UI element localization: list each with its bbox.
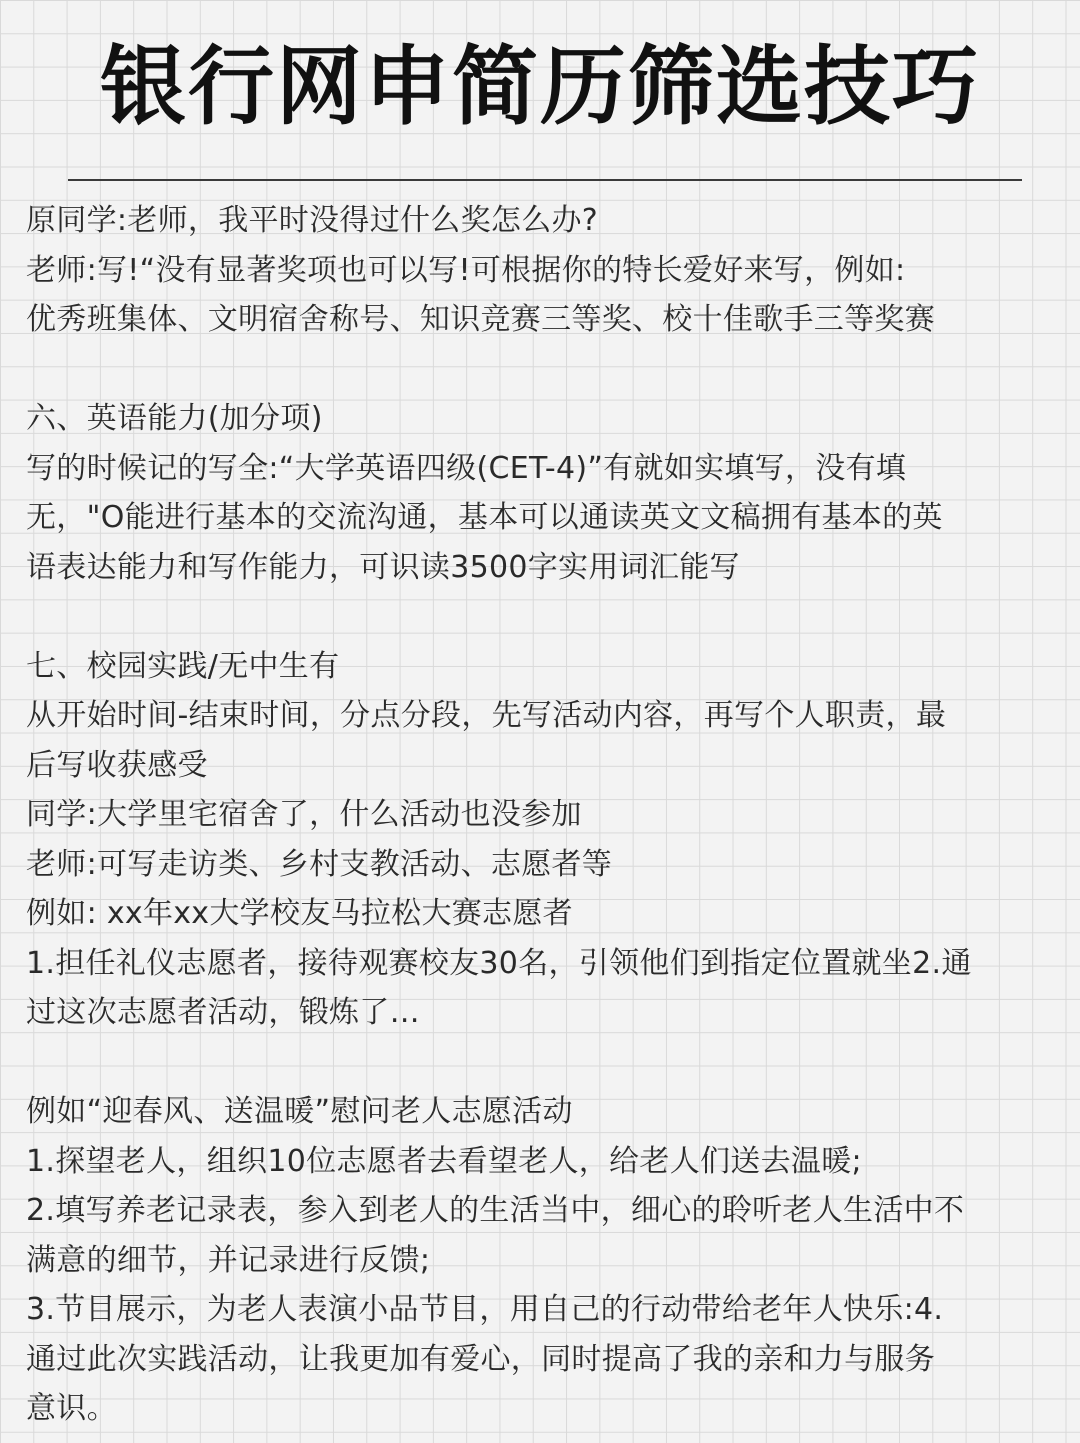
text-line: 后写收获感受 xyxy=(26,747,208,783)
text-line: 例如: xx年xx大学校友马拉松大赛志愿者 xyxy=(26,896,573,931)
text-line: 过这次志愿者活动，锻炼了… xyxy=(26,995,420,1030)
text-line: 同学:大学里宅宿舍了，什么活动也没参加 xyxy=(26,797,582,832)
paragraph-gap xyxy=(26,1038,1061,1088)
text-line: 老师:可写走访类、乡村支教活动、志愿者等 xyxy=(26,846,613,882)
text-line: 原同学:老师，我平时没得过什么奖怎么办? xyxy=(26,203,599,238)
text-line: 1.担任礼仪志愿者，接待观赛校友30名，引领他们到指定位置就坐2.通 xyxy=(26,945,972,981)
section-campus-practice xyxy=(26,642,1061,1038)
text-line: 通过此次实践活动，让我更加有爱心，同时提高了我的亲和力与服务 xyxy=(26,1341,935,1377)
article-body xyxy=(26,196,1061,1434)
title-divider xyxy=(68,179,1022,181)
text-line: 3.节目展示，为老人表演小品节目，用自己的行动带给老年人快乐:4. xyxy=(26,1292,944,1327)
section-heading: 七、校园实践/无中生有 xyxy=(26,648,340,684)
text-line: 例如“迎春风、送温暖”慰问老人志愿活动 xyxy=(26,1094,573,1129)
page-title: 银行网申简历筛选技巧 xyxy=(100,37,980,137)
text-line: 意识。 xyxy=(26,1391,117,1426)
text-line: 从开始时间-结束时间，分点分段，先写活动内容，再写个人职责，最 xyxy=(26,698,947,733)
text-line: 无，"O能进行基本的交流沟通，基本可以通读英文文稿拥有基本的英 xyxy=(26,500,943,535)
section-heading: 六、英语能力(加分项) xyxy=(26,401,323,436)
text-line: 1.探望老人，组织10位志愿者去看望老人，给老人们送去温暖; xyxy=(26,1143,862,1179)
text-line: 优秀班集体、文明宿舍称号、知识竞赛三等奖、校十佳歌手三等奖赛 xyxy=(26,302,935,337)
text-line: 写的时候记的写全:“大学英语四级(CET-4)”有就如实填写，没有填 xyxy=(26,450,907,486)
section-volunteer-example xyxy=(26,1087,1061,1434)
text-line: 语表达能力和写作能力，可识读3500字实用词汇能写 xyxy=(26,549,740,585)
text-line: 老师:写!“没有显著奖项也可以写!可根据你的特长爱好来写，例如: xyxy=(26,252,906,288)
section-awards xyxy=(26,196,1061,345)
paragraph-gap xyxy=(26,592,1061,642)
section-english xyxy=(26,394,1061,592)
paragraph-gap xyxy=(26,345,1061,395)
text-line: 满意的细节，并记录进行反馈; xyxy=(26,1242,431,1278)
text-line: 2.填写养老记录表，参入到老人的生活当中，细心的聆听老人生活中不 xyxy=(26,1193,965,1228)
